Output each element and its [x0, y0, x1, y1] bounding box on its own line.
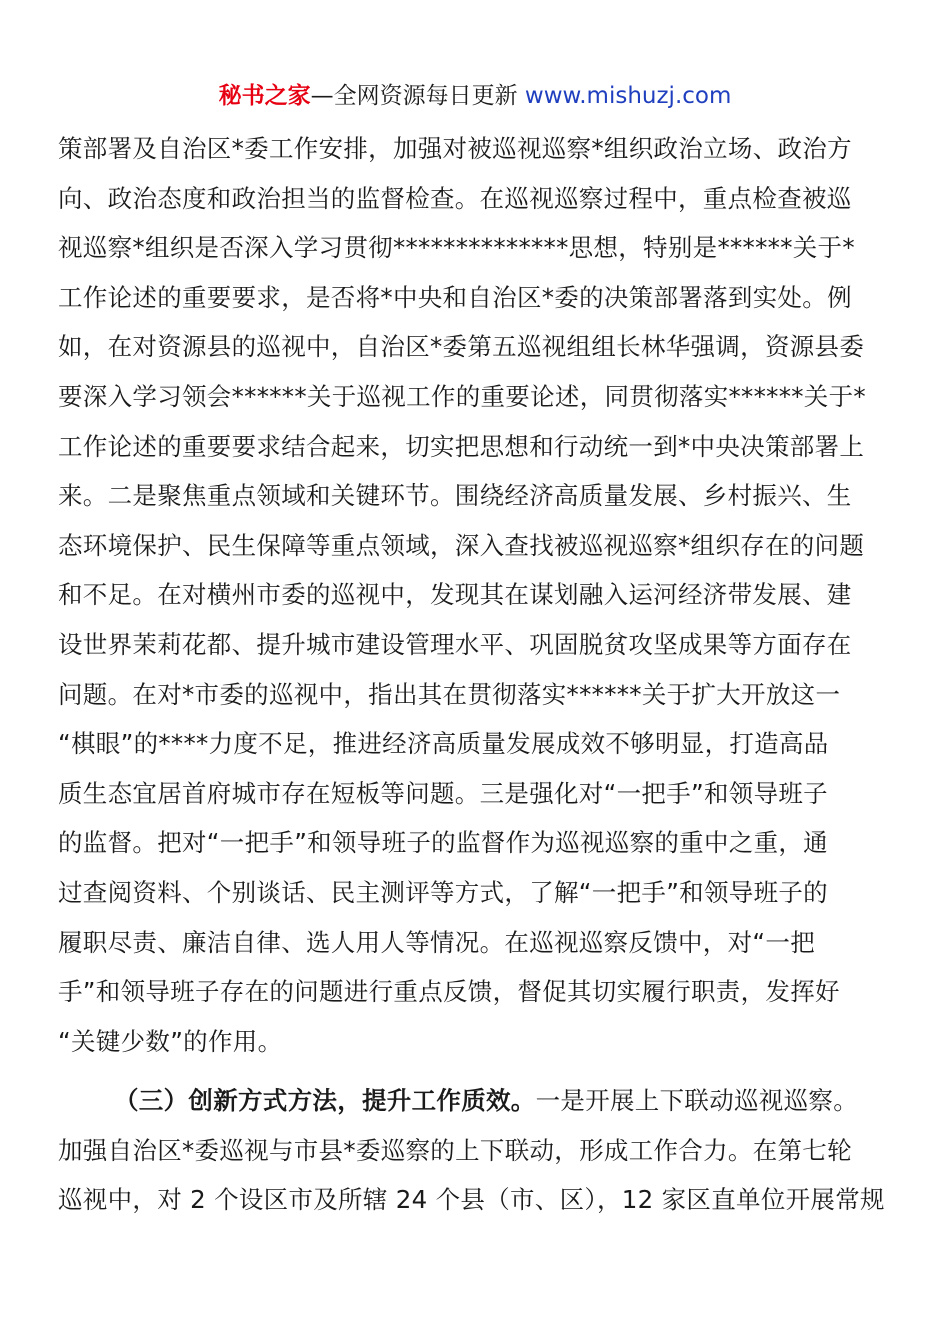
site-url-link[interactable]: www.mishuzj.com: [524, 83, 732, 109]
paragraph-line: 巡视中，对 2 个设区市及所辖 24 个县（市、区），12 家区直单位开展常规: [58, 1185, 885, 1215]
paragraph-line: 和不足。在对横州市委的巡视中，发现其在谋划融入运河经济带发展、建: [58, 580, 852, 610]
paragraph-line: 设世界茉莉花都、提升城市建设管理水平、巩固脱贫攻坚成果等方面存在: [58, 629, 852, 659]
paragraph-line: 要深入学习领会******关于巡视工作的重要论述，同贯彻落实******关于*: [58, 381, 866, 411]
paragraph-line: “棋眼”的****力度不足，推进经济高质量发展成效不够明显，打造高品: [58, 729, 829, 759]
paragraph-gap: [58, 1066, 898, 1076]
paragraph-line: 态环境保护、民生保障等重点领域，深入查找被巡视巡察*组织存在的问题: [58, 530, 865, 560]
document-body: [58, 124, 898, 1225]
watermark-header: [0, 80, 950, 112]
paragraph-line: 质生态宜居首府城市存在短板等问题。三是强化对“一把手”和领导班子: [58, 778, 828, 808]
paragraph-line: 视巡察*组织是否深入学习贯彻**************思想，特别是******关于*: [58, 233, 855, 263]
paragraph-line: 加强自治区*委巡视与市县*委巡察的上下联动，形成工作合力。在第七轮: [58, 1135, 852, 1165]
paragraph-line: 如，在对资源县的巡视中，自治区*委第五巡视组组长林华强调，资源县委: [58, 332, 865, 362]
section-heading: （三）创新方式方法，提升工作质效。: [114, 1086, 536, 1116]
paragraph-line: 过查阅资料、个别谈话、民主测评等方式，了解“一把手”和领导班子的: [58, 877, 828, 907]
paragraph-line: 工作论述的重要要求结合起来，切实把思想和行动统一到*中央决策部署上: [58, 431, 865, 461]
brand-name: 秘书之家: [218, 83, 311, 109]
section-heading-line: [58, 1076, 898, 1126]
paragraph-line: 策部署及自治区*委工作安排，加强对被巡视巡察*组织政治立场、政治方: [58, 134, 852, 163]
paragraph-line: 工作论述的重要要求，是否将*中央和自治区*委的决策部署落到实处。例: [58, 282, 852, 312]
paragraph-line: 来。二是聚焦重点领域和关键环节。围绕经济高质量发展、乡村振兴、生: [58, 481, 852, 511]
paragraph-line: “关键少数”的作用。: [58, 1026, 283, 1056]
paragraph-line: 的监督。把对“一把手”和领导班子的监督作为巡视巡察的重中之重，通: [58, 828, 828, 858]
paragraph-line: 手”和领导班子存在的问题进行重点反馈，督促其切实履行职责，发挥好: [58, 977, 840, 1007]
header-tagline: —全网资源每日更新: [310, 83, 525, 109]
paragraph-line: 履职尽责、廉洁自律、选人用人等情况。在巡视巡察反馈中，对“一把: [58, 927, 815, 957]
paragraph-line: 向、政治态度和政治担当的监督检查。在巡视巡察过程中，重点检查被巡: [58, 183, 852, 213]
paragraph-line: 问题。在对*市委的巡视中，指出其在贯彻落实******关于扩大开放这一: [58, 679, 841, 709]
section-lead-text: 一是开展上下联动巡视巡察。: [535, 1086, 859, 1116]
